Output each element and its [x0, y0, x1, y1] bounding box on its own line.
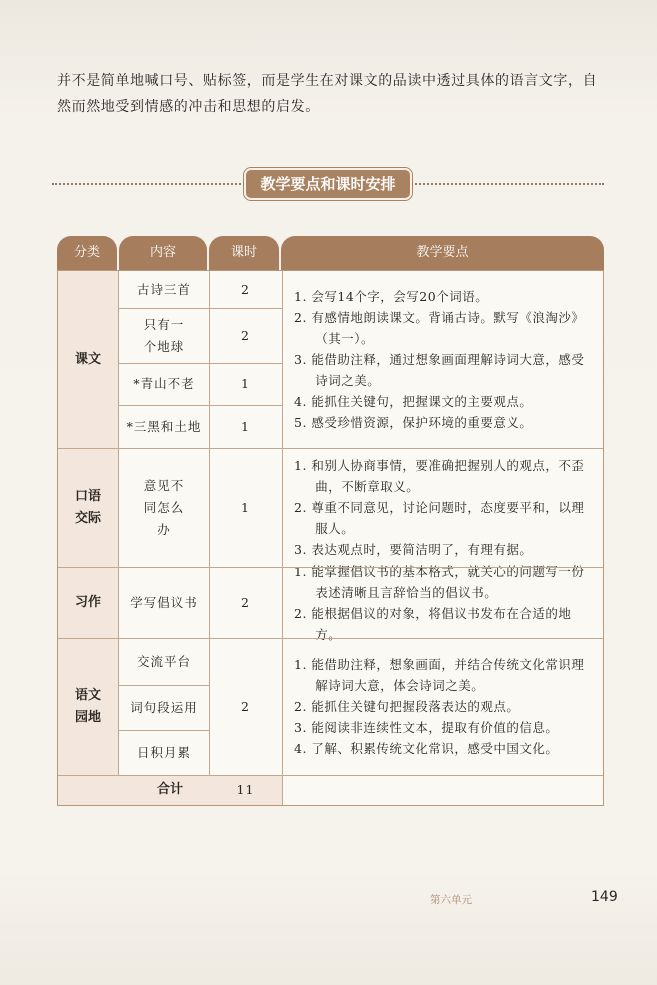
row-divider — [58, 567, 603, 568]
content-cell: 交流平台 — [136, 653, 191, 669]
teaching-point: 3. 能借助注释，通过想象画面理解诗词大意，感受诗词之美。 — [294, 352, 585, 388]
content-cell: 日积月累 — [136, 744, 191, 760]
hours-cell: 2 — [241, 594, 250, 610]
header-category: 分类 — [57, 236, 117, 270]
teaching-point: 2. 尊重不同意见，讨论问题时，态度要平和，以理服人。 — [294, 500, 585, 536]
section-title: 教学要点和课时安排 — [246, 170, 410, 198]
page-number: 149 — [591, 889, 618, 905]
teaching-point: 3. 能阅读非连续性文本，提取有价值的信息。 — [294, 720, 559, 735]
unit-label: 第六单元 — [430, 894, 472, 906]
category-cell: 语文园地 — [58, 638, 118, 775]
teaching-points-cell — [282, 638, 603, 775]
total-hours: 11 — [236, 782, 255, 797]
hours-cell: 2 — [241, 327, 250, 343]
column-divider — [118, 271, 119, 775]
row-divider — [58, 775, 603, 776]
teaching-point: 2. 能根据倡议的对象，将倡议书发布在合适的地方。 — [294, 605, 572, 642]
row-divider — [118, 363, 282, 364]
section-divider-right — [408, 183, 604, 185]
header-teaching-points: 教学要点 — [281, 236, 604, 270]
content-cell: 意见不同怎么办 — [143, 477, 185, 537]
category-cell: 课文 — [58, 271, 118, 448]
teaching-point: 1. 能借助注释，想象画面，并结合传统文化常识理解诗词大意，体会诗词之美。 — [294, 657, 585, 693]
column-divider — [282, 271, 283, 805]
teaching-point: 2. 能抓住关键句把握段落表达的观点。 — [294, 699, 520, 714]
category-cell: 习作 — [58, 567, 118, 638]
teaching-point: 5. 感受珍惜资源，保护环境的重要意义。 — [294, 415, 533, 430]
content-cell: 词句段运用 — [130, 699, 198, 715]
row-divider — [58, 638, 603, 639]
teaching-plan-table — [57, 236, 604, 806]
hours-cell: 1 — [241, 376, 250, 391]
category-cell: 口语交际 — [58, 448, 118, 567]
teaching-point: 1. 会写14个字，会写20个词语。 — [294, 289, 489, 304]
content-cell: 学写倡议书 — [130, 594, 198, 610]
section-divider-left — [52, 183, 248, 185]
header-hours: 课时 — [209, 236, 279, 270]
hours-cell: 2 — [241, 281, 250, 297]
row-divider — [118, 405, 282, 406]
teaching-point: 4. 能抓住关键句，把握课文的主要观点。 — [294, 394, 533, 409]
row-divider — [118, 685, 209, 686]
hours-cell: 2 — [241, 698, 250, 714]
teaching-points-cell — [282, 271, 603, 448]
intro-paragraph: 并不是简单地喊口号、贴标签，而是学生在对课文的品读中透过具体的语言文字，自然而然地受到情感的冲击和思想的启发。 — [57, 73, 598, 115]
row-divider — [118, 730, 209, 731]
hours-cell: 1 — [241, 418, 250, 434]
row-divider — [118, 308, 282, 309]
teaching-points-cell — [282, 448, 603, 567]
teaching-point: 3. 表达观点时，要简洁明了，有理有据。 — [294, 542, 533, 557]
header-content: 内容 — [119, 236, 207, 270]
table-header — [57, 236, 604, 270]
teaching-point: 1. 和别人协商事情，要准确把握别人的观点，不歪曲，不断章取义。 — [294, 458, 585, 494]
teaching-point: 4. 了解、积累传统文化常识，感受中国文化。 — [294, 741, 559, 756]
teaching-point: 1. 能掌握倡议书的基本格式，就关心的问题写一份表述清晰且言辞恰当的倡议书。 — [294, 563, 585, 600]
table-body — [57, 270, 604, 806]
content-cell: *三黑和土地 — [126, 418, 202, 434]
content-cell: 古诗三首 — [136, 281, 191, 297]
content-cell: *青山不老 — [133, 376, 195, 391]
content-cell: 只有一个地球 — [143, 316, 185, 354]
column-divider — [209, 271, 210, 775]
teaching-points-cell — [282, 563, 603, 642]
teaching-point: 2. 有感情地朗读课文。背诵古诗。默写《浪淘沙》（其一）。 — [294, 310, 585, 346]
hours-cell: 1 — [241, 499, 250, 515]
total-label: 合计 — [58, 775, 282, 805]
row-divider — [58, 448, 603, 449]
